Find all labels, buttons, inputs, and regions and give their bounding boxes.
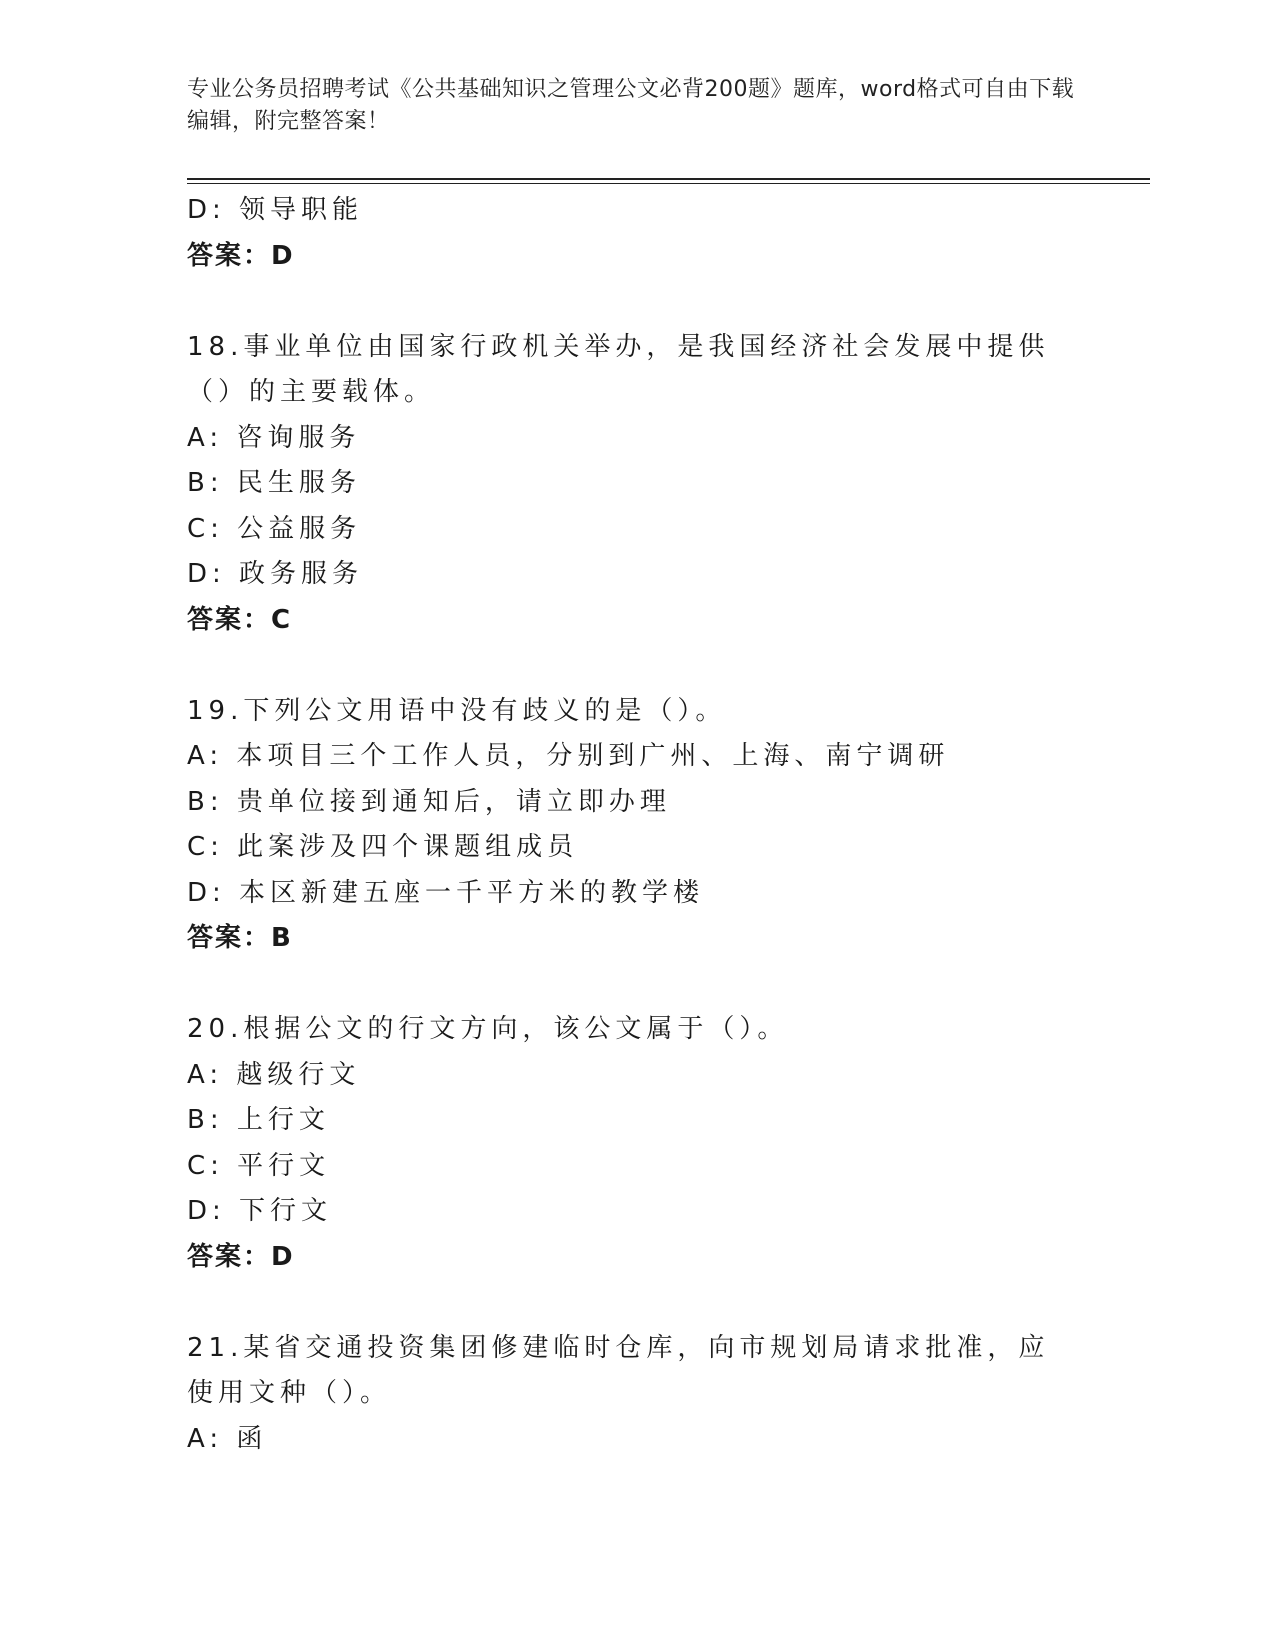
question-21 (187, 1326, 1087, 1463)
option-a: A: 咨询服务 (187, 422, 361, 453)
option-c: C: 平行文 (187, 1150, 331, 1181)
question-20 (187, 1007, 1087, 1280)
answer: 答案：B (187, 923, 293, 953)
option-b: B: 贵单位接到通知后，请立即办理 (187, 786, 671, 817)
question-text: 18.事业单位由国家行政机关举办，是我国经济社会发展中提供（）的主要载体。 (187, 331, 1050, 407)
question-text: 21.某省交通投资集团修建临时仓库，向市规划局请求批准，应使用文种（）。 (187, 1332, 1050, 1408)
question-18 (187, 325, 1087, 644)
option-d: D: 本区新建五座一千平方米的教学楼 (187, 877, 705, 908)
option-d: D: 政务服务 (187, 559, 364, 589)
option-a: A: 本项目三个工作人员，分别到广州、上海、南宁调研 (187, 741, 950, 771)
option-b: B: 上行文 (187, 1105, 330, 1135)
document-header: 专业公务员招聘考试《公共基础知识之管理公文必背200题》题库，word格式可自由下载编辑，附完整答案！ (187, 77, 1075, 134)
answer: 答案：D (187, 240, 295, 271)
header-rule-thin (187, 183, 1150, 184)
option-a: A: 越级行文 (187, 1059, 361, 1090)
question-text: 19.下列公文用语中没有歧义的是（）。 (187, 695, 727, 726)
option-d: D: 下行文 (187, 1196, 333, 1226)
option-c: C: 公益服务 (187, 513, 362, 544)
question-19 (187, 689, 1087, 962)
option-a: A: 函 (187, 1423, 268, 1454)
question-list (187, 188, 1087, 1462)
option-b: B: 民生服务 (187, 468, 361, 498)
question-text: 20.根据公文的行文方向，该公文属于（）。 (187, 1014, 789, 1044)
answer: 答案：D (187, 1241, 295, 1272)
option-c: C: 此案涉及四个课题组成员 (187, 832, 579, 862)
option-d: D: 领导职能 (187, 195, 364, 225)
header-rule-thick (187, 178, 1150, 180)
answer: 答案：C (187, 604, 293, 635)
